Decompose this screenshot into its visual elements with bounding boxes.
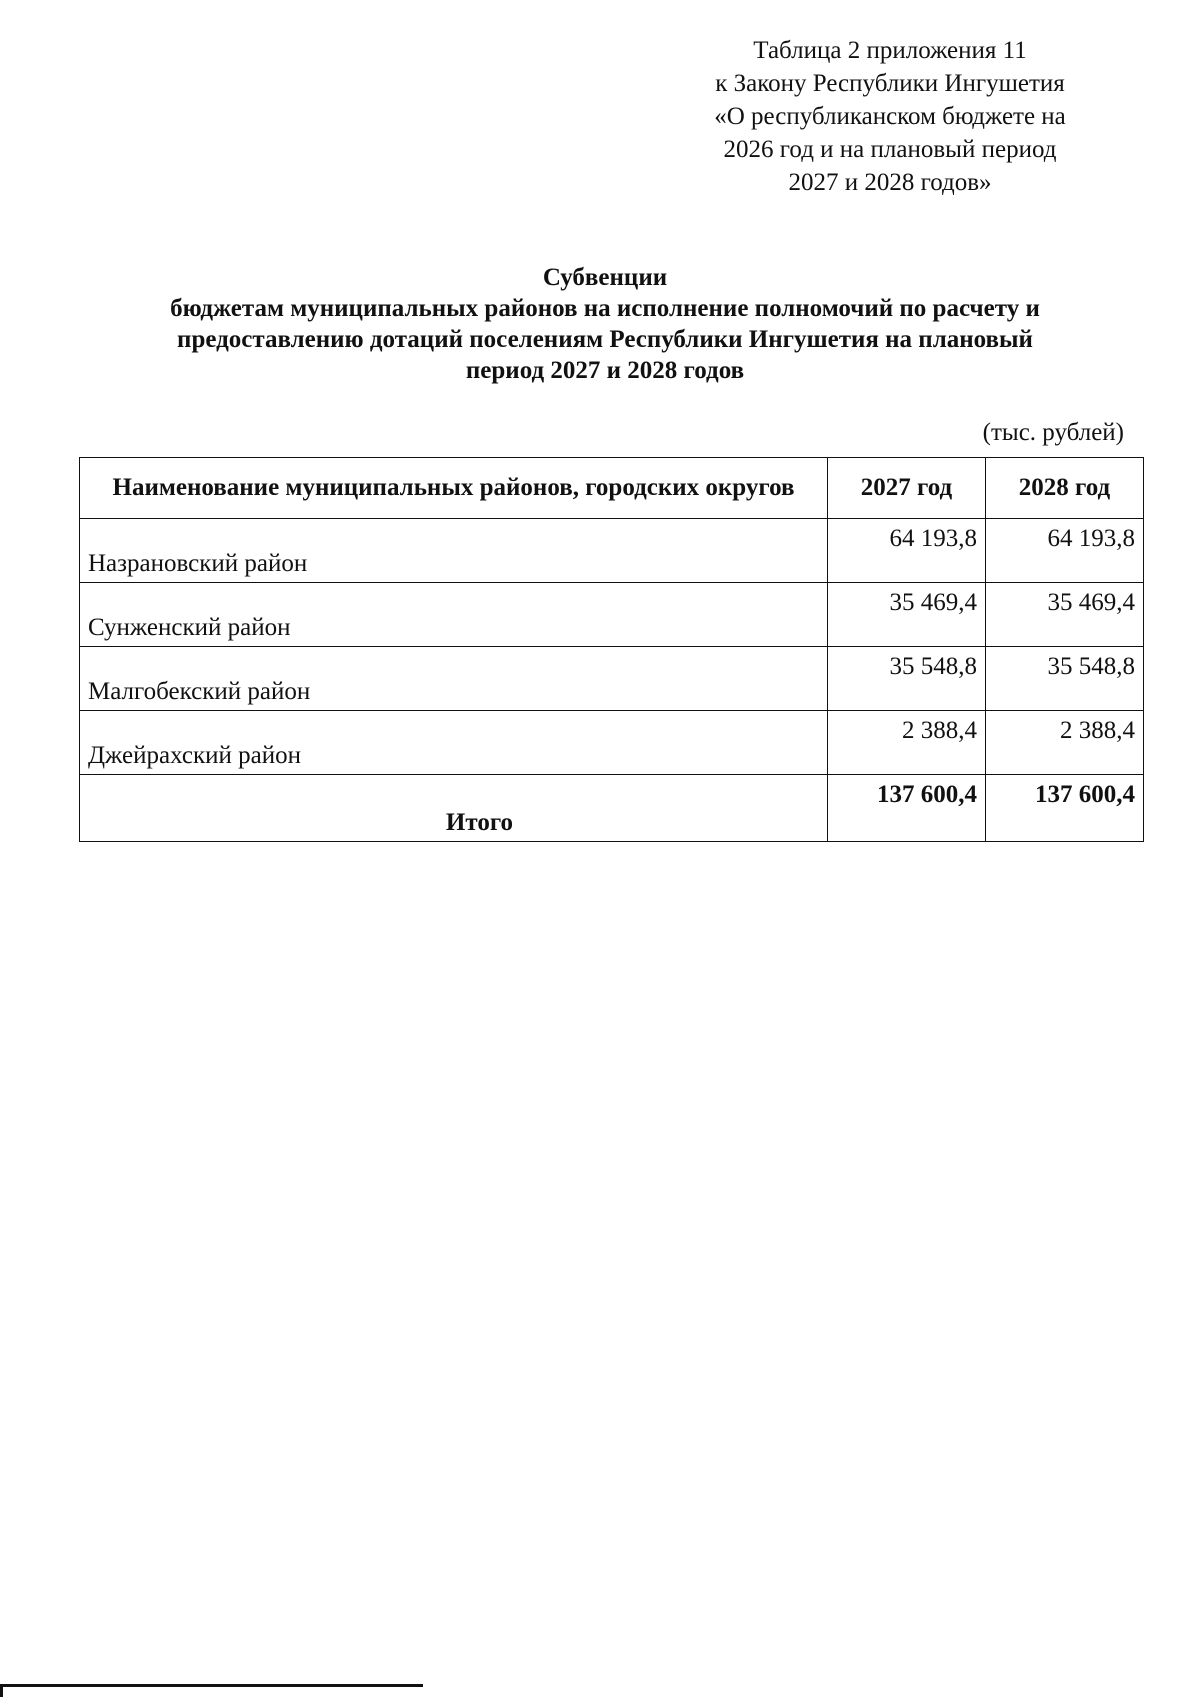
table-row — [80, 583, 1144, 647]
row-value-2027: 35 548,8 — [828, 647, 986, 711]
row-name: Джейрахский район — [80, 711, 828, 775]
appendix-header-line: к Закону Республики Ингушетия — [715, 70, 1065, 97]
row-value-2028: 64 193,8 — [986, 519, 1144, 583]
appendix-header — [660, 34, 1120, 199]
row-value-2028: 2 388,4 — [986, 711, 1144, 775]
total-value-2027: 137 600,4 — [828, 775, 986, 842]
appendix-header-line: Таблица 2 приложения 11 — [753, 37, 1027, 64]
total-label: Итого — [80, 775, 828, 842]
document-title — [90, 262, 1120, 386]
row-value-2027: 35 469,4 — [828, 583, 986, 647]
title-line: период 2027 и 2028 годов — [465, 357, 745, 384]
table-row — [80, 711, 1144, 775]
header-name: Наименование муниципальных районов, городских округов — [80, 458, 828, 519]
title-line: бюджетам муниципальных районов на исполнение полномочий по расчету и — [170, 295, 1040, 322]
header-year-2027: 2027 год — [828, 458, 986, 519]
row-value-2027: 64 193,8 — [828, 519, 986, 583]
title-line: Субвенции — [542, 264, 668, 291]
total-row — [80, 775, 1144, 842]
header-year-2028: 2028 год — [986, 458, 1144, 519]
total-value-2028: 137 600,4 — [986, 775, 1144, 842]
row-name: Малгобекский район — [80, 647, 828, 711]
table-row — [80, 519, 1144, 583]
subventions-table — [79, 457, 1144, 842]
scan-edge-mark — [0, 1684, 423, 1697]
appendix-header-line: «О республиканском бюджете на — [714, 103, 1066, 130]
row-value-2028: 35 548,8 — [986, 647, 1144, 711]
appendix-header-line: 2026 год и на плановый период — [723, 136, 1057, 163]
title-line: предоставлению дотаций поселениям Республики Ингушетия на плановый — [177, 326, 1033, 353]
units-label: (тыс. рублей) — [982, 419, 1124, 446]
table-header-row — [80, 458, 1144, 519]
row-name: Сунженский район — [80, 583, 828, 647]
row-value-2027: 2 388,4 — [828, 711, 986, 775]
row-name: Назрановский район — [80, 519, 828, 583]
row-value-2028: 35 469,4 — [986, 583, 1144, 647]
appendix-header-line: 2027 и 2028 годов» — [788, 169, 992, 196]
table-row — [80, 647, 1144, 711]
